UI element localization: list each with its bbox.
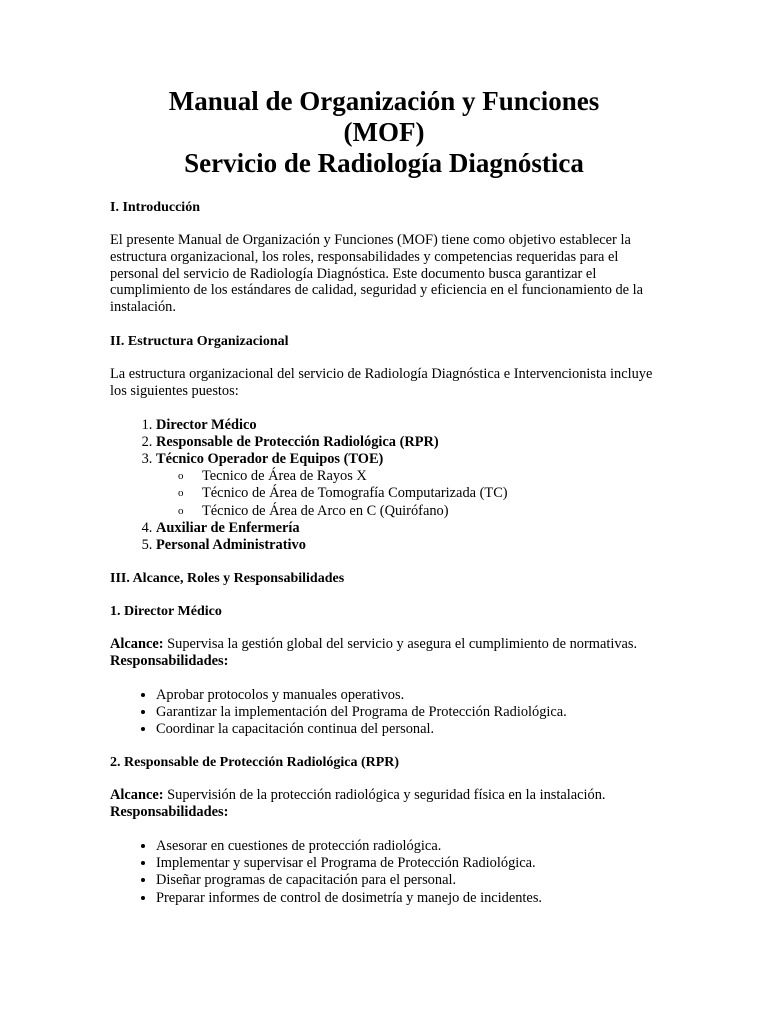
responsibility-item: • Garantizar la implementación del Programa de Protección Radiológica. [156, 704, 658, 721]
scope-label: Alcance: [110, 636, 164, 653]
section-heading-alcance: III. Alcance, Roles y Responsabilidades [110, 571, 345, 587]
toe-area-label: Técnico de Área de Arco en C (Quirófano) [202, 502, 449, 519]
title-line-3: Servicio de Radiología Diagnóstica [184, 148, 584, 178]
toe-area-item [178, 485, 658, 502]
director-responsibilities-list [110, 687, 658, 739]
sub-bullet-marker: o [178, 487, 184, 500]
toe-area-label: Tecnico de Área de Rayos X [202, 468, 367, 485]
sub-bullet-marker: o [178, 470, 184, 483]
position-item [156, 520, 658, 537]
scope-label: Alcance: [110, 787, 164, 804]
director-scope-paragraph [110, 636, 658, 670]
position-label: Responsable de Protección Radiológica (RPR) [156, 433, 439, 450]
scope-text: Supervisión de la protección radiológica y seguridad física en la instalación. [163, 787, 606, 804]
responsibilities-label: Responsabilidades: [110, 804, 229, 821]
scope-text: Supervisa la gestión global del servicio y asegura el cumplimiento de normativas. [163, 636, 638, 653]
subsection-heading-rpr: 2. Responsable de Protección Radiológica (RPR) [110, 755, 400, 771]
title-line-2: (MOF) [343, 117, 425, 147]
toe-area-item [178, 502, 658, 520]
position-label: Técnico Operador de Equipos (TOE) [156, 450, 384, 467]
rpr-scope-paragraph [110, 787, 658, 821]
position-label: Auxiliar de Enfermería [156, 519, 300, 536]
document-title [110, 86, 658, 179]
subsection-heading-director: 1. Director Médico [110, 604, 222, 620]
responsibility-item: • Asesorar en cuestiones de protección radiológica. [156, 838, 658, 855]
introduccion-paragraph: El presente Manual de Organización y Funciones (MOF) tiene como objetivo establecer la estructura organizacional, los roles, responsabilidades y competencias requeridas para el personal del servicio de Radiología Diagnóstica. Este documento busca garantizar el cumplimiento de los estándares de calidad, seguridad y eficiencia en el funcionamiento de la instalación. [110, 232, 644, 316]
section-heading-estructura: II. Estructura Organizacional [110, 333, 289, 349]
position-item [156, 537, 658, 554]
sub-bullet-marker: o [178, 504, 184, 517]
positions-list [110, 417, 658, 555]
responsibility-item: • Coordinar la capacitación continua del personal. [156, 721, 658, 738]
responsibilities-label: Responsabilidades: [110, 653, 229, 669]
section-heading-introduccion: I. Introducción [110, 200, 200, 215]
position-label: Director Médico [156, 416, 257, 433]
position-item [156, 451, 658, 520]
rpr-responsibilities-list [110, 838, 658, 907]
position-item [156, 417, 658, 434]
toe-area-label: Técnico de Área de Tomografía Computarizada (TC) [202, 485, 508, 502]
responsibility-item: • Diseñar programas de capacitación para el personal. [156, 872, 658, 889]
toe-area-item [178, 468, 658, 485]
position-label: Personal Administrativo [156, 537, 306, 553]
position-item [156, 434, 658, 451]
estructura-intro-paragraph: La estructura organizacional del servicio de Radiología Diagnóstica e Intervencionista incluye los siguientes puestos: [110, 365, 653, 399]
document-page [110, 86, 658, 923]
responsibility-item: • Preparar informes de control de dosimetría y manejo de incidentes. [156, 890, 658, 907]
toe-areas-list [156, 468, 658, 520]
responsibility-item: • Aprobar protocolos y manuales operativos. [156, 687, 658, 704]
responsibility-item: • Implementar y supervisar el Programa de Protección Radiológica. [156, 855, 658, 872]
title-line-1: Manual de Organización y Funciones [168, 86, 600, 116]
